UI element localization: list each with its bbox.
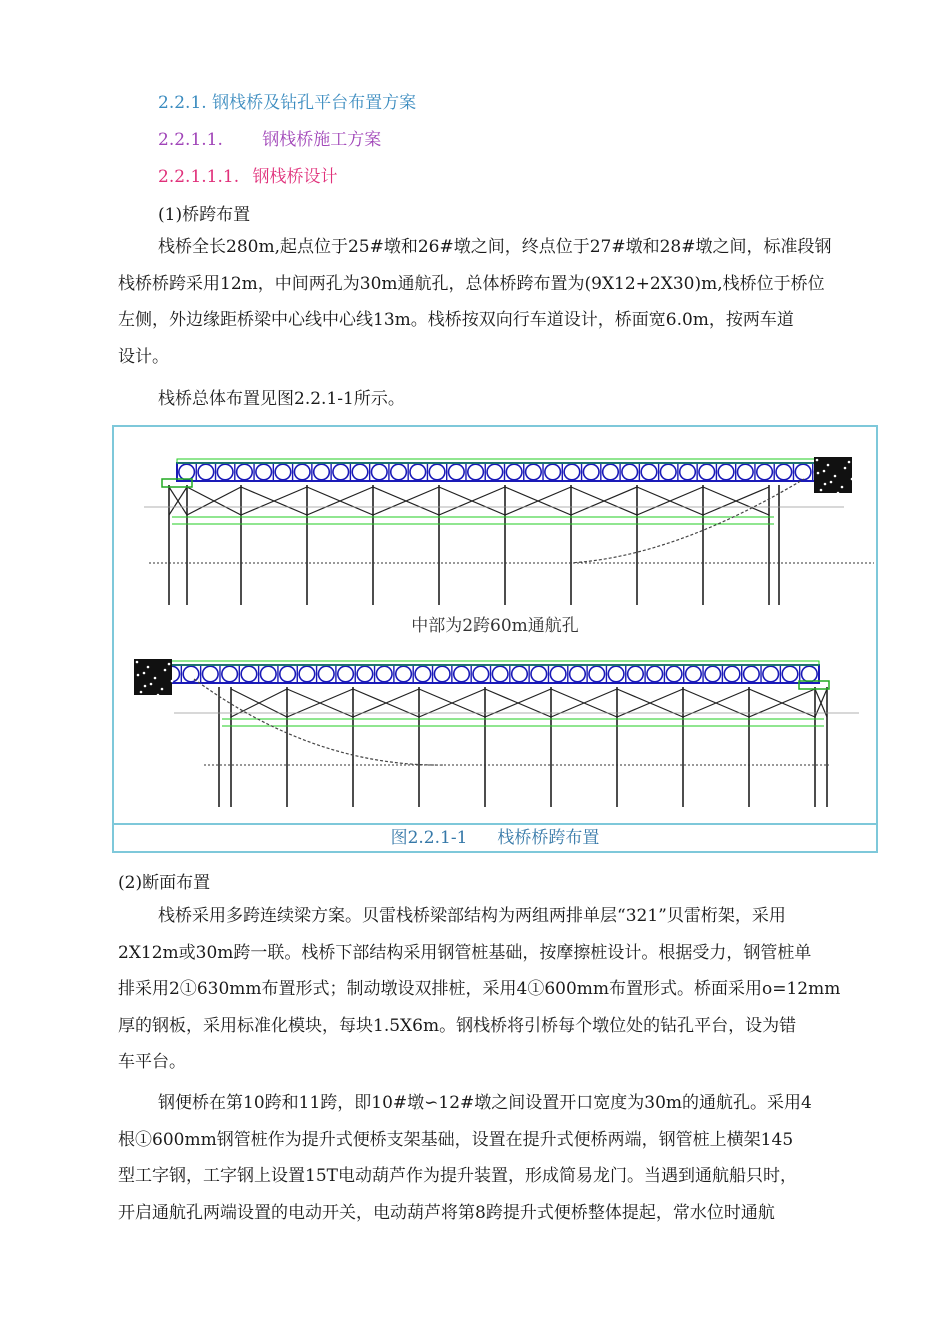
rock-speck [848, 461, 851, 464]
truss-panel [338, 666, 354, 682]
rock-speck [157, 694, 160, 697]
truss-panel [641, 464, 657, 480]
text-line: 钢便桥在第10跨和11跨，即10#墩∽12#墩之间设置开口宽度为30m的通航孔。采用4 [158, 1093, 812, 1113]
paragraph-span-layout [118, 229, 878, 375]
truss-panel [275, 464, 291, 480]
heading-number: 2.2.1.1.1. [158, 167, 240, 187]
truss-panel [608, 666, 624, 682]
truss-panel [718, 464, 734, 480]
text-line: 栈桥桥跨采用12m，中间两孔为30m通航孔，总体桥跨布置为(9X12+2X30)m,栈桥位于桥位 [118, 273, 825, 294]
rock-speck [831, 494, 834, 497]
truss-panel [776, 464, 792, 480]
text-line: 排采用2①630mm布置形式；制动墩设双排桩，采用4①600mm布置形式。桥面采用o=12mm [118, 979, 841, 999]
rock-speck [161, 688, 164, 691]
truss-panel [410, 464, 426, 480]
truss-panel [622, 464, 638, 480]
text-line: 车平台。 [118, 1052, 186, 1072]
section-title-cross-section: (2)断面布置 [118, 873, 211, 893]
truss-panel [473, 666, 489, 682]
truss-panel [526, 464, 542, 480]
truss-panel [376, 666, 392, 682]
text-line: 型工字钢，工字钢上设置15T电动葫芦作为提升装置，形成简易龙门。当遇到通航船只时， [118, 1166, 797, 1186]
truss-panel [666, 666, 682, 682]
rock-speck [147, 666, 150, 669]
rock-speck [827, 464, 830, 467]
truss-panel [738, 464, 754, 480]
truss-panel [429, 464, 445, 480]
truss-panel [492, 666, 508, 682]
truss-panel [468, 464, 484, 480]
truss-panel [183, 666, 199, 682]
text-line: 厚的钢板，采用标准化模块，每块1.5X6m。钢栈桥将引桥每个墩位处的钻孔平台，设为错 [118, 1015, 797, 1036]
truss-panel [487, 464, 503, 480]
rock-speck [168, 663, 171, 666]
truss-panel [531, 666, 547, 682]
truss-panel [454, 666, 470, 682]
truss-panel [391, 464, 407, 480]
truss-panel [564, 464, 580, 480]
rock-speck [151, 696, 154, 699]
truss-panel [198, 464, 214, 480]
truss-panel [570, 666, 586, 682]
caption-text: 栈桥桥跨布置 [497, 828, 600, 848]
truss-panel [241, 666, 257, 682]
rock-speck [816, 459, 819, 462]
heading-2-2-1-1 [158, 125, 381, 150]
truss-panel [699, 464, 715, 480]
heading-number: 2.2.1.1. [158, 130, 223, 150]
rock-speck [817, 472, 820, 475]
rock-speck [150, 683, 153, 686]
truss-panel [744, 666, 760, 682]
heading-2-2-1 [158, 88, 416, 113]
truss-panel [396, 666, 412, 682]
rock-speck [841, 486, 844, 489]
truss-panel [449, 464, 465, 480]
rock-speck [144, 685, 147, 688]
truss-panel [686, 666, 702, 682]
truss-panel [550, 666, 566, 682]
truss-panel [256, 464, 272, 480]
rock-block [134, 659, 172, 695]
truss-panel [217, 464, 233, 480]
text-line: 根①600mm钢管桩作为提升式便桥支架基础，设置在提升式便桥两端，钢管桩上横架145 [118, 1129, 794, 1150]
text-line: 开启通航孔两端设置的电动开关，电动葫芦将第8跨提升式便桥整体提起，常水位时通航 [118, 1202, 775, 1223]
paragraph-cross-section-1 [118, 898, 878, 1081]
rock-speck [834, 475, 837, 478]
truss-panel [314, 464, 330, 480]
truss-panel [628, 666, 644, 682]
text-line: 设计。 [118, 346, 169, 367]
rock-speck [143, 672, 146, 675]
truss-panel [294, 464, 310, 480]
rock-speck [164, 669, 167, 672]
truss-panel [506, 464, 522, 480]
truss-panel [647, 666, 663, 682]
truss-panel [757, 464, 773, 480]
truss-panel [512, 666, 528, 682]
truss-panel [352, 464, 368, 480]
figure-caption [114, 823, 876, 851]
truss-panel [203, 666, 219, 682]
text-line: 栈桥全长280m,起点位于25#墩和26#墩之间，终点位于27#墩和28#墩之间，标准段钢 [158, 237, 832, 257]
truss-panel [603, 464, 619, 480]
truss-panel [371, 464, 387, 480]
rock-speck [140, 691, 143, 694]
rock-speck [830, 481, 833, 484]
truss-panel [299, 666, 315, 682]
truss-panel [782, 666, 798, 682]
truss-panel [333, 464, 349, 480]
truss-panel [660, 464, 676, 480]
truss-panel [724, 666, 740, 682]
rock-speck [837, 492, 840, 495]
figure-middle-label: 中部为2跨60m通航孔 [411, 616, 579, 636]
rock-speck [844, 467, 847, 470]
truss-panel [545, 464, 561, 480]
text-line: 栈桥采用多跨连续梁方案。贝雷栈桥梁部结构为两组两排单层“321”贝雷桁架，采用 [158, 906, 786, 926]
rock-speck [824, 483, 827, 486]
rock-block [814, 457, 852, 493]
heading-text: 钢栈桥设计 [252, 167, 338, 187]
truss-panel [589, 666, 605, 682]
text-line: 左侧，外边缘距桥梁中心线中心线13m。栈桥按双向行车道设计，桥面宽6.0m，按两车道 [118, 310, 794, 330]
truss-panel [260, 666, 276, 682]
rock-speck [851, 478, 854, 481]
rock-speck [154, 677, 157, 680]
text-line: 2X12m或30m跨一联。栈桥下部结构采用钢管桩基础，按摩擦桩设计。根据受力，钢管桩单 [118, 942, 812, 963]
section-title-span-layout: (1)桥跨布置 [158, 205, 251, 225]
truss-panel [583, 464, 599, 480]
heading-text: 钢栈桥施工方案 [262, 130, 382, 150]
figure-reference: 栈桥总体布置见图2.2.1-1所示。 [158, 389, 405, 409]
heading-number: 2.2.1. [158, 93, 207, 113]
truss-panel [763, 666, 779, 682]
truss-panel [680, 464, 696, 480]
truss-panel [222, 666, 238, 682]
truss-panel [795, 464, 811, 480]
heading-text: 钢栈桥及钻孔平台布置方案 [212, 93, 417, 113]
truss-panel [318, 666, 334, 682]
caption-number: 图2.2.1-1 [390, 828, 468, 848]
truss-panel [415, 666, 431, 682]
heading-2-2-1-1-1 [158, 162, 338, 187]
truss-panel [802, 666, 818, 682]
truss-panel [705, 666, 721, 682]
truss-panel [280, 666, 296, 682]
paragraph-cross-section-2 [118, 1085, 878, 1231]
rock-speck [136, 661, 139, 664]
truss-panel [237, 464, 253, 480]
rock-speck [171, 680, 174, 683]
truss-panel [357, 666, 373, 682]
rock-speck [820, 489, 823, 492]
rock-speck [823, 470, 826, 473]
rock-speck [137, 674, 140, 677]
truss-panel [434, 666, 450, 682]
figure-bridge-span-layout [112, 425, 878, 853]
truss-panel [179, 464, 195, 480]
